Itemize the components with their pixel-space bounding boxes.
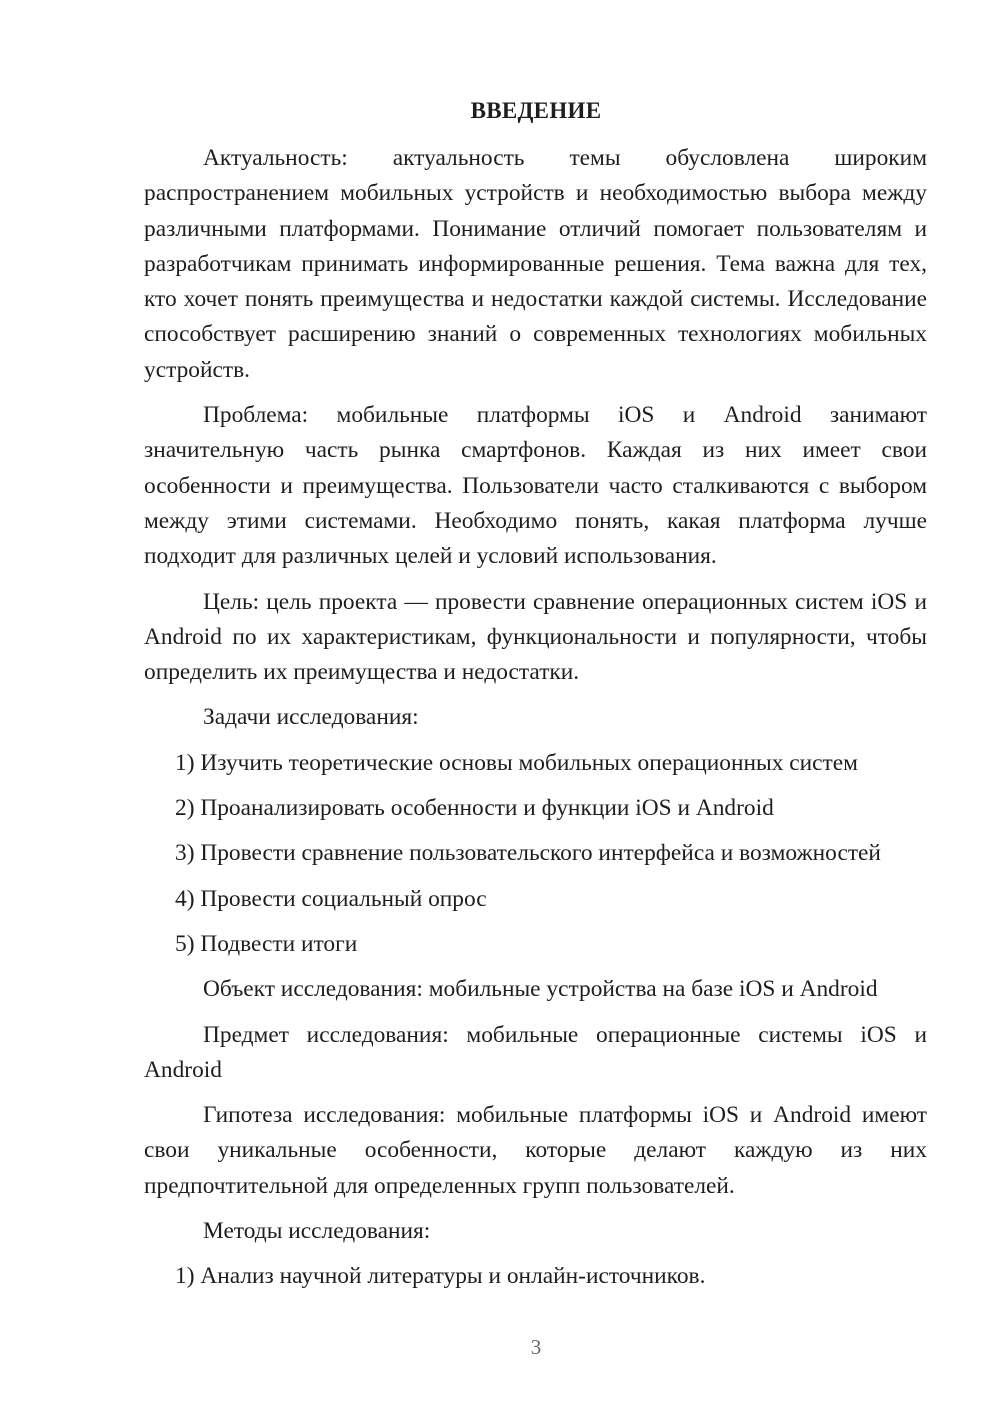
task-item-2: 2) Проанализировать особенности и функции iOS и Android <box>175 795 774 822</box>
object-paragraph: Объект исследования: мобильные устройства на базе iOS и Android <box>203 976 878 1003</box>
body-text <box>144 141 927 1305</box>
tasks-heading: Задачи исследования: <box>203 704 419 731</box>
task-item-5: 5) Подвести итоги <box>175 930 358 957</box>
task-item-1: 1) Изучить теоретические основы мобильных операционных систем <box>175 749 858 776</box>
methods-heading: Методы исследования: <box>203 1218 431 1245</box>
hypothesis-paragraph: Гипотеза исследования: мобильные платформы iOS и Android имеют свои уникальные особенности, которые делают каждую из них предпочтительной для определенных групп пользователей. <box>144 1102 927 1199</box>
goal-paragraph: Цель: цель проекта — провести сравнение операционных систем iOS и Android по их характеристикам, функциональности и популярности, чтобы определить их преимущества и недостатки. <box>144 588 927 686</box>
task-item-3: 3) Провести сравнение пользовательского интерфейса и возможностей <box>175 840 881 867</box>
section-title: ВВЕДЕНИЕ <box>470 98 602 123</box>
problem-paragraph: Проблема: мобильные платформы iOS и Android занимают значительную часть рынка смартфонов. Каждая из них имеет свои особенности и преимущества. Пользователи часто сталкиваются с выбором между этими системами. Необходимо понять, какая платформа лучше подходит для различных целей и условий использования. <box>144 402 927 570</box>
method-item-1: 1) Анализ научной литературы и онлайн-источников. <box>175 1263 706 1290</box>
page-number: 3 <box>530 1335 542 1359</box>
subject-paragraph: Предмет исследования: мобильные операционные системы iOS и Android <box>144 1021 927 1083</box>
task-item-4: 4) Провести социальный опрос <box>175 885 487 912</box>
relevance-paragraph: Актуальность: актуальность темы обусловлена широким распространением мобильных устройств и необходимостью выбора между различными платформами. Понимание отличий помогает пользователям и разработчикам принимать информированные решения. Тема важна для тех, кто хочет понять преимущества и недостатки каждой системы. Исследование способствует расширению знаний о современных технологиях мобильных устройств. <box>144 145 927 383</box>
